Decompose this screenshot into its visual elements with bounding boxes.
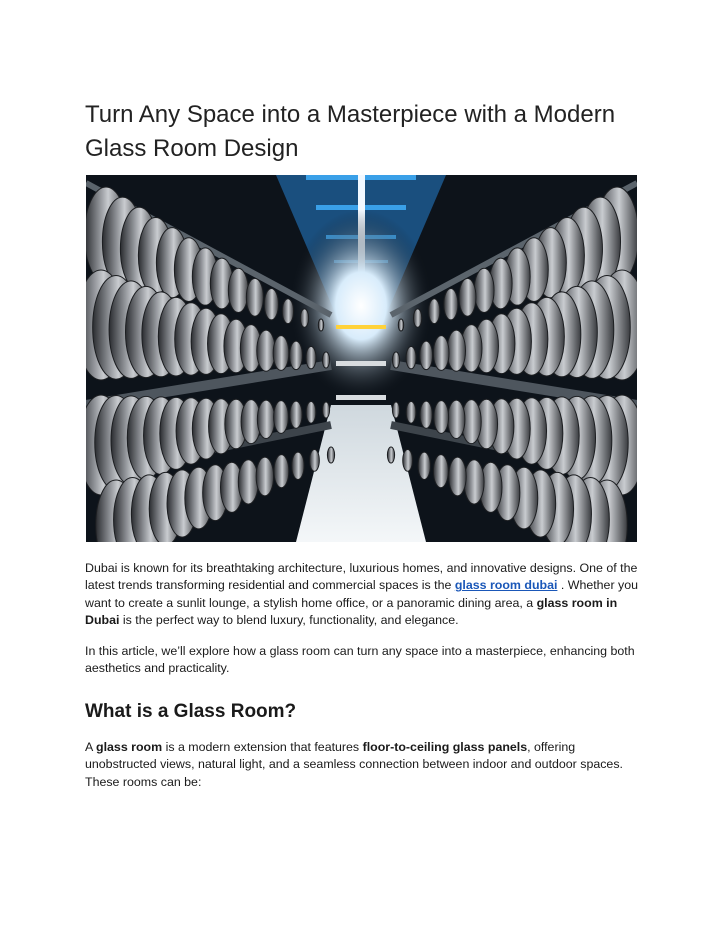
reel-shape [246, 278, 263, 316]
reel-shape [392, 352, 399, 368]
reel-shape [420, 401, 432, 428]
definition-text-3: , offering unobstructed views, natural light, and a seamless connection between indoor and outdoor spaces. These rooms can be: [85, 740, 623, 789]
glass-room-dubai-link[interactable]: glass room dubai [454, 578, 558, 593]
reel-shape [300, 309, 308, 327]
reel-shape [449, 457, 466, 496]
intro-text-2: . Whether you want to create a sunlit lounge, a stylish home office, or a panoramic dining area, a [85, 578, 638, 610]
reel-shape [274, 401, 289, 434]
reel-shape [406, 402, 416, 424]
reel-shape [274, 455, 289, 488]
definition-text-2: is a modern extension that features [162, 740, 363, 754]
reel-shape [406, 347, 416, 369]
intro-text-1: Dubai is known for its breathtaking architecture, luxurious homes, and innovative designs. One of the latest trends transforming residential and commercial spaces is the [85, 561, 638, 593]
warehouse-reels-image [86, 175, 637, 542]
definition-bold-2: floor-to-ceiling glass panels [362, 740, 528, 754]
reel-shape [444, 289, 458, 320]
reel-shape [429, 299, 440, 324]
title-line-1: Turn Any Space into a Masterpiece with a Modern [85, 101, 616, 128]
reel-shape [306, 402, 316, 424]
reel-shape [448, 400, 465, 438]
reel-shape [327, 447, 334, 463]
reel-shape [318, 319, 323, 331]
reel-shape [264, 289, 278, 320]
reel-shape [310, 450, 320, 472]
reel-shape [290, 341, 303, 370]
reel-shape [257, 400, 274, 438]
reel-shape [292, 452, 304, 479]
reel-shape [433, 336, 449, 371]
definition-bold-1: glass room [96, 740, 163, 754]
article-summary-paragraph: In this article, we’ll explore how a glass room can turn any space into a masterpiece, enhancing both aesthetics and practicality. [85, 644, 635, 676]
reel-shape [474, 268, 494, 312]
reel-shape [273, 336, 289, 371]
reel-shape [228, 268, 248, 312]
reel-shape [403, 450, 413, 472]
reel-shape [322, 352, 329, 368]
reel-shape [256, 457, 273, 496]
page-title [85, 98, 645, 166]
reel-shape [282, 299, 293, 324]
reel-shape [447, 330, 465, 371]
reel-shape [398, 319, 403, 331]
intro-text-3: is the perfect way to blend luxury, functionality, and elegance. [119, 613, 459, 628]
reel-shape [433, 455, 448, 488]
reel-shape [413, 309, 421, 327]
definition-paragraph [85, 739, 641, 791]
reel-shape [257, 330, 275, 371]
reel-shape [464, 460, 484, 504]
reel-shape [392, 402, 399, 418]
hero-image [86, 175, 637, 542]
reel-shape [238, 460, 258, 504]
reel-shape [418, 452, 430, 479]
reel-shape [322, 402, 329, 418]
intro-bold-text: glass room in Dubai [85, 595, 618, 628]
reel-shape [306, 347, 316, 369]
title-line-2: Glass Room Design [85, 135, 299, 162]
reel-shape [420, 341, 433, 370]
reel-shape [434, 401, 449, 434]
section-heading: What is a Glass Room? [85, 701, 297, 722]
reel-shape [290, 401, 302, 428]
reel-shape [459, 278, 476, 316]
intro-paragraph [85, 560, 641, 630]
definition-text-1: A [85, 740, 97, 754]
reel-shape [387, 447, 394, 463]
